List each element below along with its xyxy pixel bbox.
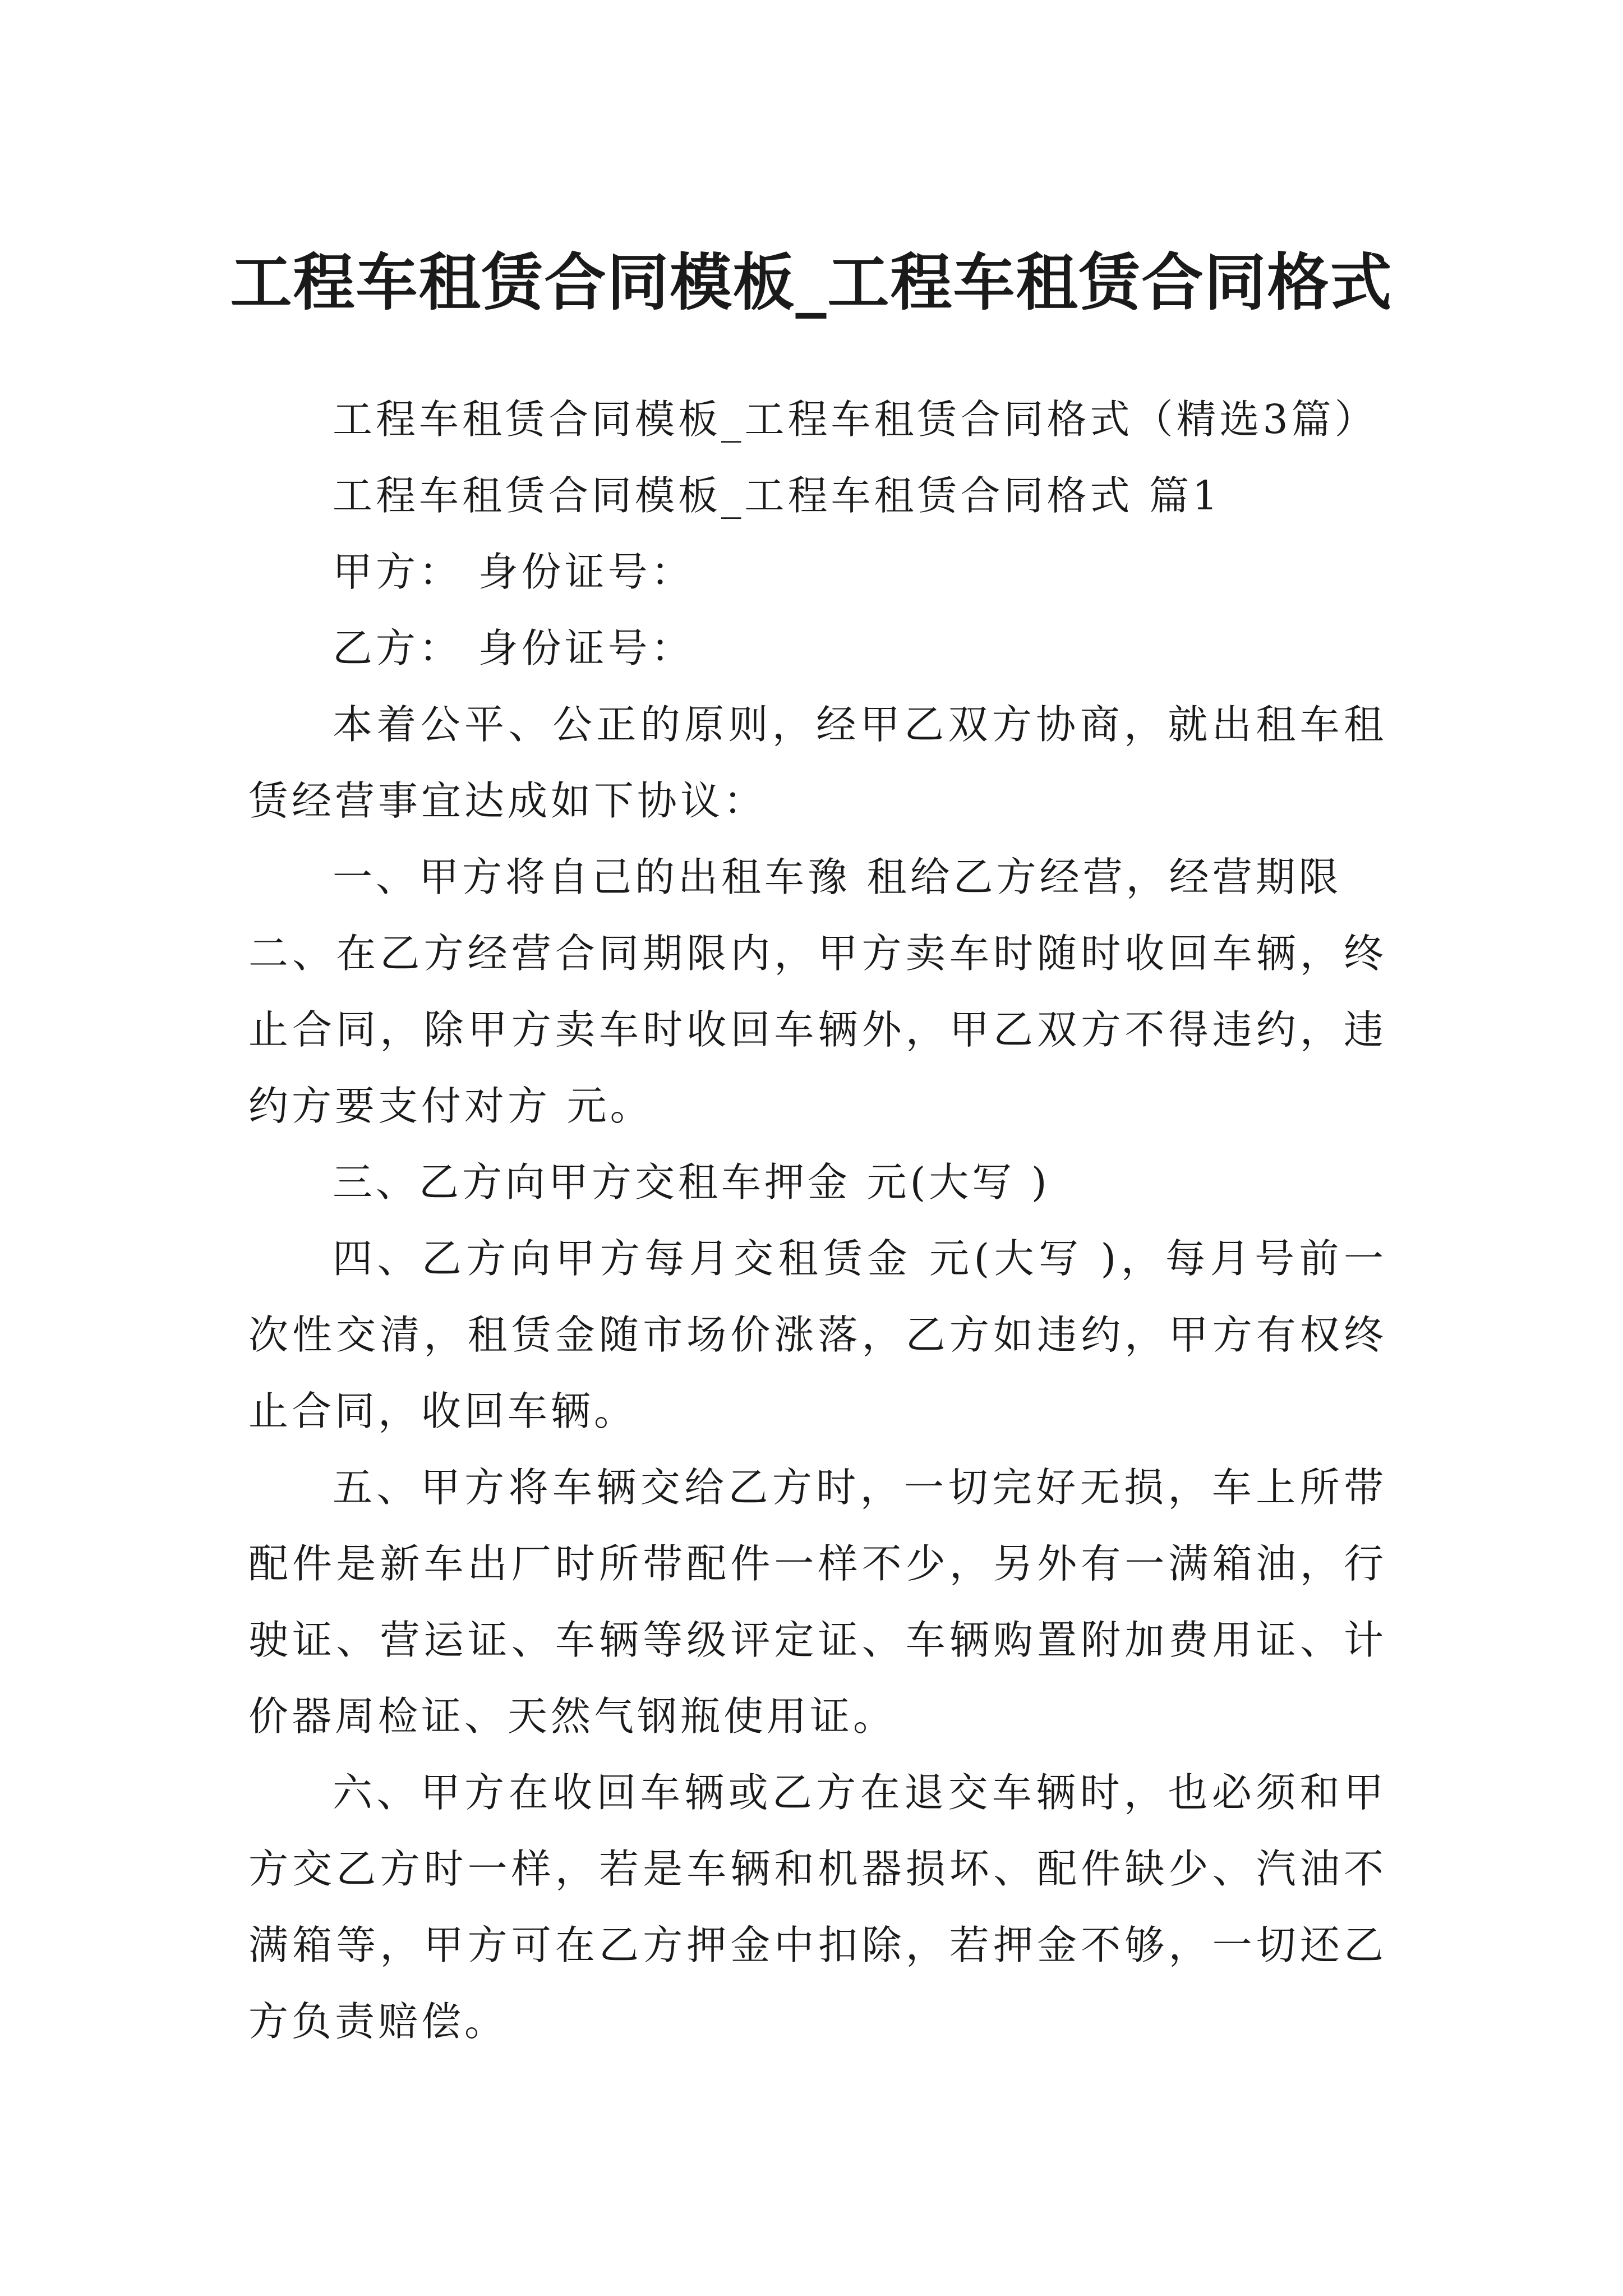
paragraph-subtitle: 工程车租赁合同模板_工程车租赁合同格式（精选3篇） [333,396,1378,443]
paragraph-section-heading: 工程车租赁合同模板_工程车租赁合同格式 篇1 [333,472,1221,519]
document-title: 工程车租赁合同模板_工程车租赁合同格式 [230,246,1393,319]
paragraph-party-a: 甲方： 身份证号： [333,549,694,595]
paragraph-clause-2: 二、在乙方经营合同期限内，甲方卖车时随时收回车辆，终止合同，除甲方卖车时收回车辆外，甲乙双方不得违约，违约方要支付对方 元。 [248,930,1387,1129]
paragraph-clause-4: 四、乙方向甲方每月交租赁金 元(大写 )，每月号前一次性交清，租赁金随市场价涨落，乙方如违约，甲方有权终止合同，收回车辆。 [248,1235,1387,1434]
paragraph-preamble: 本着公平、公正的原则，经甲乙双方协商，就出租车租赁经营事宜达成如下协议： [248,701,1387,824]
paragraph-clause-6: 六、甲方在收回车辆或乙方在退交车辆时，也必须和甲方交乙方时一样，若是车辆和机器损坏、配件缺少、汽油不满箱等，甲方可在乙方押金中扣除，若押金不够，一切还乙方负责赔偿。 [248,1769,1387,2045]
paragraph-clause-3: 三、乙方向甲方交租车押金 元(大写 ) [333,1159,1050,1205]
paragraph-clause-1: 一、甲方将自己的出租车豫 租给乙方经营，经营期限 [333,854,1342,900]
document-body [248,381,1387,2060]
paragraph-clause-5: 五、甲方将车辆交给乙方时，一切完好无损，车上所带配件是新车出厂时所带配件一样不少，另外有一满箱油，行驶证、营运证、车辆等级评定证、车辆购置附加费用证、计价器周检证、天然气钢瓶使用证。 [248,1464,1387,1740]
paragraph-party-b: 乙方： 身份证号： [333,625,694,671]
